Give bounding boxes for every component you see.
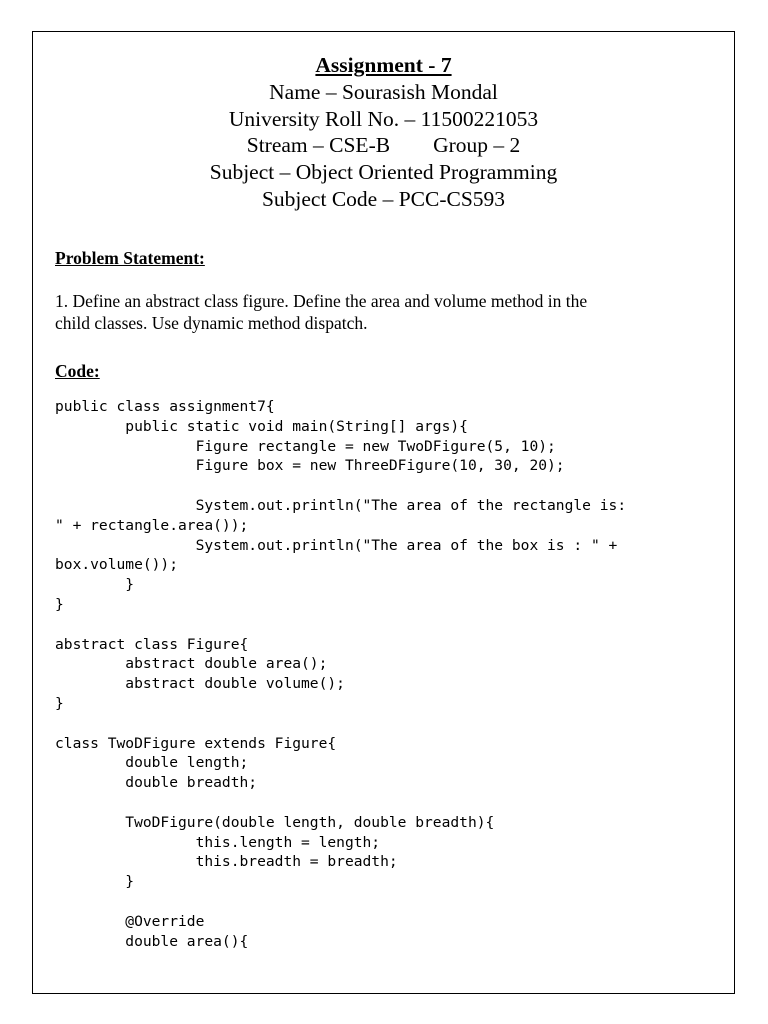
code-line: class TwoDFigure extends Figure{: [55, 734, 337, 752]
code-line: double breadth;: [55, 774, 258, 792]
code-line: abstract double volume();: [55, 675, 345, 693]
code-line: }: [55, 576, 135, 594]
code-line: public class assignment7{: [55, 398, 275, 415]
code-block: [55, 397, 626, 951]
code-line: " + rectangle.area());: [55, 516, 249, 534]
code-line: System.out.println("The area of the rectangle is:: [55, 496, 627, 514]
subject-name: Subject – Object Oriented Programming: [209, 160, 558, 185]
code-line: }: [55, 595, 64, 613]
code-line: [55, 793, 626, 813]
code-line: [55, 714, 626, 734]
code-line: double area(){: [55, 932, 249, 950]
university-roll-number: University Roll No. – 11500221053: [228, 106, 539, 131]
code-line: [55, 892, 626, 912]
code-line: box.volume());: [55, 556, 179, 574]
code-line: [55, 615, 626, 635]
problem-statement-text: [55, 290, 725, 334]
subject-code: Subject Code – PCC-CS593: [261, 186, 506, 211]
code-line: abstract class Figure{: [55, 635, 249, 653]
code-line: System.out.println("The area of the box is : " +: [55, 536, 618, 554]
code-line: public static void main(String[] args){: [55, 417, 468, 435]
stream-group: Stream – CSE-B Group – 2: [246, 133, 521, 158]
code-line: Figure box = new ThreeDFigure(10, 30, 20);: [55, 457, 565, 475]
code-line: this.length = length;: [55, 833, 381, 851]
code-line: double length;: [55, 754, 249, 772]
document-header: [32, 52, 735, 213]
student-name: Name – Sourasish Mondal: [269, 79, 498, 104]
code-line: [55, 476, 626, 496]
code-heading: Code:: [55, 361, 100, 381]
code-line: }: [55, 873, 135, 891]
code-line: @Override: [55, 912, 205, 930]
assignment-title: Assignment - 7: [315, 53, 452, 77]
code-line: abstract double area();: [55, 655, 328, 673]
problem-line: child classes. Use dynamic method dispatch.: [55, 313, 368, 333]
code-line: TwoDFigure(double length, double breadth){: [55, 813, 495, 831]
code-line: this.breadth = breadth;: [55, 853, 398, 871]
code-line: }: [55, 694, 64, 712]
problem-line: 1. Define an abstract class figure. Define the area and volume method in the: [55, 291, 588, 311]
code-line: Figure rectangle = new TwoDFigure(5, 10);: [55, 437, 556, 455]
problem-statement-heading: Problem Statement:: [55, 248, 205, 268]
